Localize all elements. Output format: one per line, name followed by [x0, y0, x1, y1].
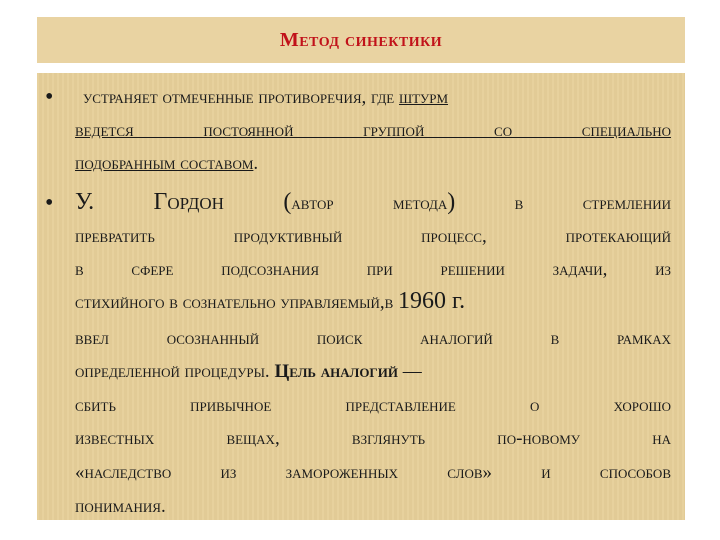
p2-line4 — [75, 290, 671, 314]
p2-dash: — — [397, 361, 422, 382]
p2-initial: У. — [75, 189, 95, 215]
p2-line9: «наследство из замороженных слов» и способов — [75, 462, 671, 483]
p2-line1 — [75, 191, 671, 215]
p2-year: 1960 г. — [398, 288, 466, 314]
p2-line8: известных вещах, взглянуть по-новому на — [75, 428, 671, 449]
p1-line1-underlined: штурм — [398, 87, 449, 108]
p1-line2: ведется постоянной группой со специально — [75, 120, 671, 141]
p2-line5: ввел осознанный поиск аналогий в рамках — [75, 328, 671, 349]
bullet-1: • — [45, 84, 54, 110]
p2-line10: понимания. — [75, 496, 166, 517]
p2-line6-text: определенной процедуры. — [75, 361, 275, 382]
p1-line1-text: устраняет отмеченные противоречия, где — [83, 87, 399, 108]
p2-author: автор метода — [291, 193, 448, 214]
title-bar — [37, 17, 685, 63]
slide-title: Метод синектики — [279, 28, 443, 51]
p1-line3-end: . — [253, 153, 259, 174]
p2-line2: превратить продуктивный процесс, протекающий — [75, 226, 671, 247]
p2-line3: в сфере подсознания при решении задачи, из — [75, 259, 671, 280]
p1-line3 — [75, 153, 671, 175]
bullet-2: • — [45, 190, 54, 216]
p2-line6 — [75, 361, 671, 383]
p2-line1-end: в стремлении — [514, 193, 671, 214]
p1-line3-underlined: подобранным составом — [75, 153, 254, 174]
content-panel — [37, 73, 685, 520]
p2-goal: Цель аналогий — [274, 361, 398, 382]
p2-line4-text: стихийного в сознательно управляемый,в — [75, 292, 399, 313]
p2-gordon: Гордон — [153, 189, 224, 215]
p2-line7: сбить привычное представление о хорошо — [75, 395, 671, 416]
p2-paren-open: ( — [283, 189, 292, 215]
p1-line1 — [83, 87, 671, 109]
p2-paren-close: ) — [447, 189, 456, 215]
